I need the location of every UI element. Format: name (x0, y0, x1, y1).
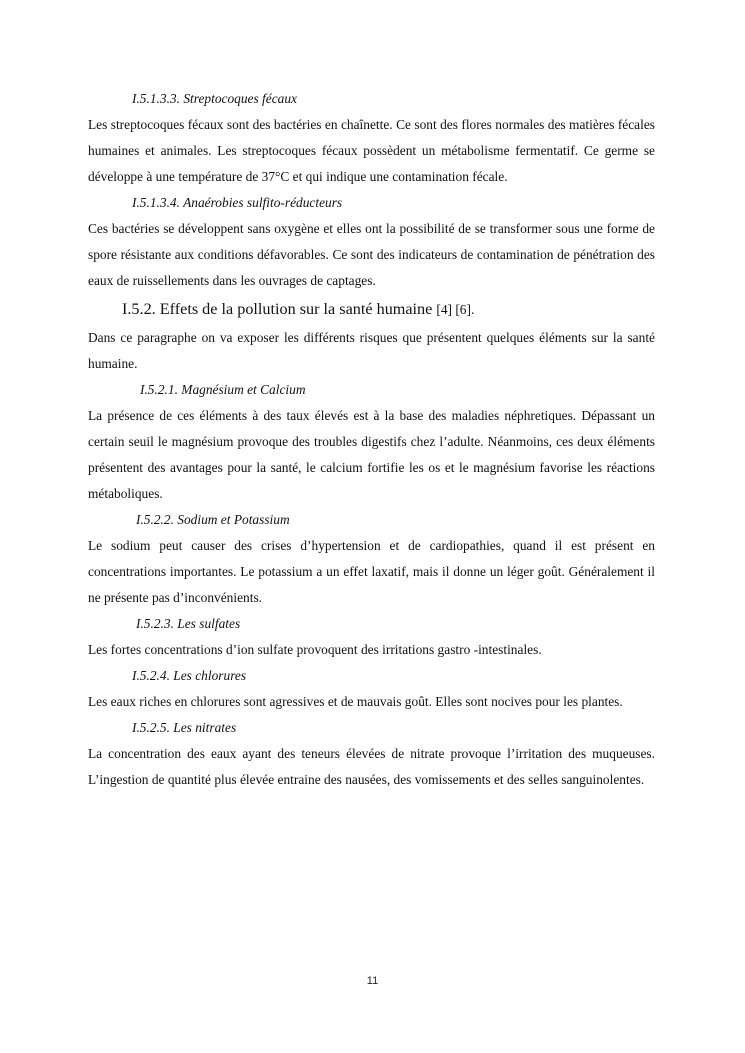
page-number: 11 (366, 975, 379, 987)
paragraph-nitrates: La concentration des eaux ayant des teneurs élevées de nitrate provoque l’irritation des muqueuses. L’ingestion de quantité plus élevée entraine des nausées, des vomissements et des selles sanguinolentes. (88, 746, 655, 787)
heading-sodium: I.5.2.2. Sodium et Potassium (136, 512, 290, 527)
heading-nitrates: I.5.2.5. Les nitrates (132, 720, 237, 735)
paragraph-streptocoques: Les streptocoques fécaux sont des bactéries en chaînette. Ce sont des flores normales des matières fécales humaines et animales. Les streptocoques fécaux possèdent un métabolisme fermentatif. Ce germe se développe à une température de 37°C et qui indique une contamination fécale. (88, 117, 655, 184)
paragraph-sulfates: Les fortes concentrations d’ion sulfate provoquent des irritations gastro -intestinales. (88, 642, 542, 657)
page-content (88, 86, 655, 793)
heading-effets-pollution (88, 294, 655, 325)
paragraph-magnesium: La présence de ces éléments à des taux élevés est à la base des maladies néphretiques. Dépassant un certain seuil le magnésium provoque des troubles digestifs chez l’adulte. Néanmoins, ces deux éléments présentent des avantages pour la santé, le calcium fortifie les os et le magnésium favorise les réactions métaboliques. (88, 408, 655, 501)
heading-effets-refs: [4] [6]. (436, 302, 475, 317)
heading-effets-title: I.5.2. Effets de la pollution sur la santé humaine (122, 300, 433, 318)
heading-anaerobies: I.5.1.3.4. Anaérobies sulfito-réducteurs (132, 195, 343, 210)
paragraph-anaerobies: Ces bactéries se développent sans oxygène et elles ont la possibilité de se transformer sous une forme de spore résistante aux conditions défavorables. Ce sont des indicateurs de contamination de pénétration des eaux de ruissellements dans les ouvrages de captages. (88, 221, 655, 288)
heading-sulfates: I.5.2.3. Les sulfates (136, 616, 241, 631)
heading-chlorures: I.5.2.4. Les chlorures (132, 668, 247, 683)
paragraph-chlorures: Les eaux riches en chlorures sont agressives et de mauvais goût. Elles sont nocives pour les plantes. (88, 694, 623, 709)
paragraph-effets: Dans ce paragraphe on va exposer les différents risques que présentent quelques éléments sur la santé humaine. (88, 330, 655, 371)
heading-streptocoques: I.5.1.3.3. Streptocoques fécaux (132, 91, 297, 106)
heading-magnesium: I.5.2.1. Magnésium et Calcium (140, 382, 306, 397)
paragraph-sodium: Le sodium peut causer des crises d’hypertension et de cardiopathies, quand il est présent en concentrations importantes. Le potassium a un effet laxatif, mais il donne un léger goût. Généralement il ne présente pas d’inconvénients. (88, 538, 655, 605)
